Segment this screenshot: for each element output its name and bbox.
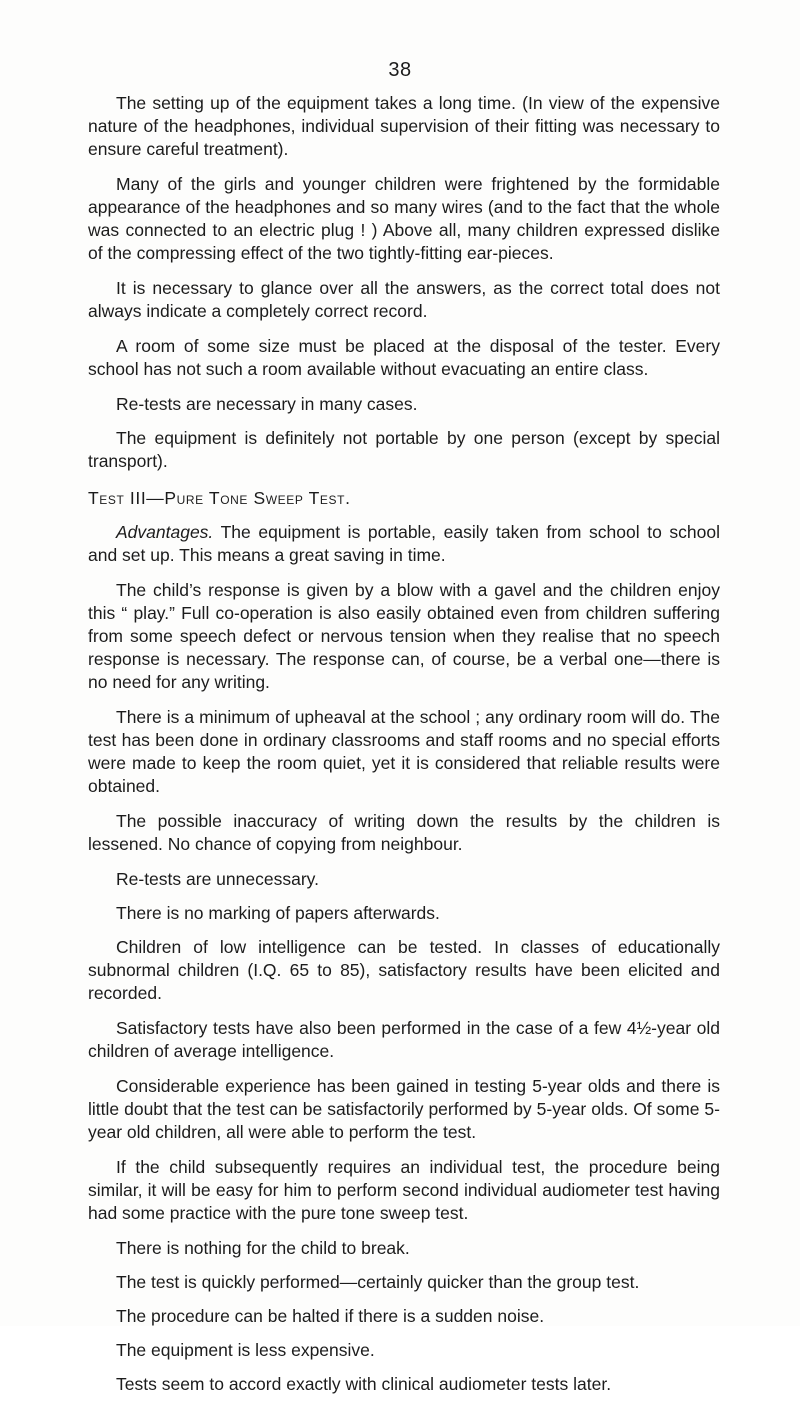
body-text bbox=[88, 92, 720, 1407]
paragraph: The child’s response is given by a blow with a gavel and the children enjoy this “ play.” Full co-operation is also easily obtained even from children suffering from some speech defect or nervous tension when they realise that no speech response is necessary. The response can, of course, be a verbal one—there is no need for any writing. bbox=[88, 580, 720, 692]
paragraph: Considerable experience has been gained in testing 5-year olds and there is little doubt that the test can be satisfactorily performed by 5-year olds. Of some 5-year old children, all were able to perform the test. bbox=[88, 1076, 720, 1142]
advantages-label: Advantages. bbox=[116, 522, 214, 542]
section-heading: Test III—Pure Tone Sweep Test. bbox=[88, 488, 351, 508]
paragraph: Re-tests are necessary in many cases. bbox=[116, 394, 418, 414]
paragraph: The equipment is definitely not portable by one person (except by special transport). bbox=[88, 428, 720, 471]
paragraph: Many of the girls and younger children were frightened by the formidable appearance of the headphones and so many wires (and to the fact that the whole was connected to an electric plug ! ) Above all, many children expressed dislike of the compressing effect of the two tightly-fitting ear-pieces. bbox=[88, 174, 720, 263]
paragraph: If the child subsequently requires an individual test, the procedure being similar, it will be easy for him to perform second individual audiometer test having had some practice with the pure tone sweep test. bbox=[88, 1157, 720, 1223]
paragraph: There is nothing for the child to break. bbox=[116, 1238, 410, 1258]
paragraph: Tests seem to accord exactly with clinical audiometer tests later. bbox=[116, 1374, 612, 1394]
paragraph: There is no marking of papers afterwards. bbox=[116, 903, 440, 923]
paragraph: A room of some size must be placed at the disposal of the tester. Every school has not such a room available without evacuating an entire class. bbox=[88, 336, 720, 379]
paragraph: It is necessary to glance over all the answers, as the correct total does not always indicate a completely correct record. bbox=[88, 278, 720, 321]
paragraph: Children of low intelligence can be tested. In classes of educationally subnormal children (I.Q. 65 to 85), satisfactory results have been elicited and recorded. bbox=[88, 937, 720, 1003]
page-number: 38 bbox=[388, 59, 412, 81]
advantages-text: The equipment is portable, easily taken from school to school and set up. This means a great saving in time. bbox=[88, 522, 720, 565]
paragraph: Re-tests are unnecessary. bbox=[116, 869, 319, 889]
paragraph: The possible inaccuracy of writing down the results by the children is lessened. No chance of copying from neighbour. bbox=[88, 811, 720, 854]
paragraph: The setting up of the equipment takes a long time. (In view of the expensive nature of the headphones, individual supervision of their fitting was necessary to ensure careful treatment). bbox=[88, 93, 720, 159]
paragraph: The test is quickly performed—certainly quicker than the group test. bbox=[116, 1272, 640, 1292]
advantages-paragraph bbox=[88, 521, 720, 567]
paragraph: Satisfactory tests have also been performed in the case of a few 4½-year old children of average intelligence. bbox=[88, 1018, 720, 1061]
paragraph: The equipment is less expensive. bbox=[116, 1340, 375, 1360]
paragraph: There is a minimum of upheaval at the school ; any ordinary room will do. The test has been done in ordinary classrooms and staff rooms and no special efforts were made to keep the room quiet, yet it is considered that reliable results were obtained. bbox=[88, 707, 720, 796]
paragraph: The procedure can be halted if there is a sudden noise. bbox=[116, 1306, 545, 1326]
